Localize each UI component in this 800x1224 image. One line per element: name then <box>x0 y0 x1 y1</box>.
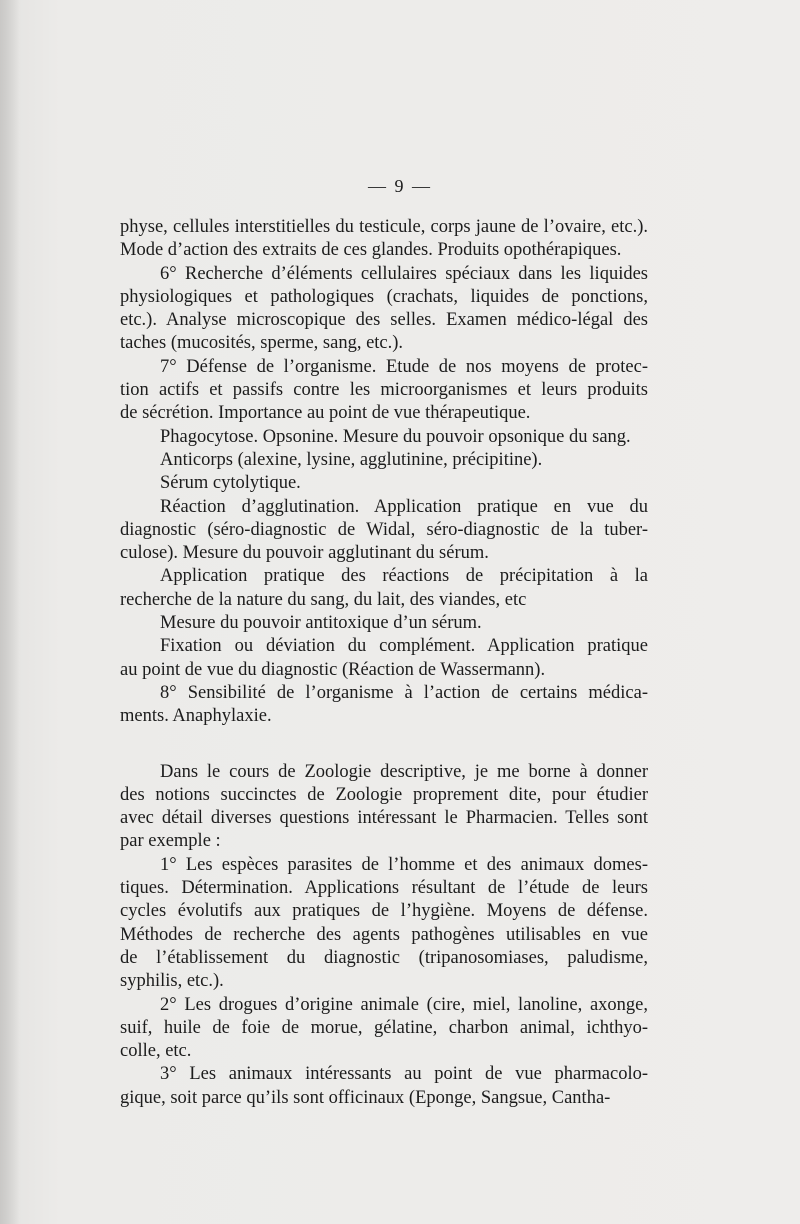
text-line: taches (mucosités, sperme, sang, etc.). <box>120 333 404 354</box>
text-line: Sérum cytolytique. <box>160 473 301 494</box>
text-line: Méthodes de recherche des agents pathogènes utilisables en vue <box>120 924 648 945</box>
text-line: diagnostic (séro-diagnostic de Widal, séro-diagnostic de la tuber- <box>120 519 648 540</box>
paragraph <box>120 994 648 1064</box>
text-line: des notions succinctes de Zoologie proprement dite, pour étudier <box>120 784 648 805</box>
paragraph <box>120 635 648 682</box>
text-line: tiques. Détermination. Applications résultant de l’étude de leurs <box>120 878 648 899</box>
paragraph <box>120 426 648 449</box>
text-line: colle, etc. <box>120 1041 192 1062</box>
text-line: etc.). Analyse microscopique des selles. Examen médico-légal des <box>120 310 648 331</box>
paragraph <box>120 1063 648 1110</box>
text-line: 3° Les animaux intéressants au point de vue pharmacolo- <box>160 1064 648 1085</box>
text-line: au point de vue du diagnostic (Réaction de Wassermann). <box>120 659 546 680</box>
text-line: Fixation ou déviation du complément. Application pratique <box>160 636 648 657</box>
text-line: Mode d’action des extraits de ces glandes. Produits opothérapiques. <box>120 240 622 261</box>
paragraph <box>120 761 648 854</box>
text-line: Phagocytose. Opsonine. Mesure du pouvoir opsonique du sang. <box>160 426 631 447</box>
text-line: gique, soit parce qu’ils sont officinaux (Eponge, Sangsue, Cantha- <box>120 1087 611 1108</box>
text-line: cycles évolutifs aux pratiques de l’hygiène. Moyens de défense. <box>120 901 648 922</box>
text-line: Dans le cours de Zoologie descriptive, je me borne à donner <box>160 761 648 782</box>
text-line: 6° Recherche d’éléments cellulaires spéciaux dans les liquides <box>160 263 648 284</box>
text-line: 7° Défense de l’organisme. Etude de nos moyens de protec- <box>160 356 648 377</box>
text-line: recherche de la nature du sang, du lait, des viandes, etc <box>120 589 527 610</box>
text-line: culose). Mesure du pouvoir agglutinant du sérum. <box>120 543 489 564</box>
text-line: 1° Les espèces parasites de l’homme et des animaux domes- <box>160 854 648 875</box>
text-line: suif, huile de foie de morue, gélatine, charbon animal, ichthyo- <box>120 1017 648 1038</box>
text-line: 2° Les drogues d’origine animale (cire, miel, lanoline, axonge, <box>160 994 648 1015</box>
text-line: Application pratique des réactions de précipitation à la <box>160 566 648 587</box>
paragraph <box>120 565 648 612</box>
text-line: par exemple : <box>120 831 221 852</box>
paragraph <box>120 263 648 356</box>
text-line: syphilis, etc.). <box>120 971 224 992</box>
page-number: — 9 — <box>368 176 432 196</box>
text-line: 8° Sensibilité de l’organisme à l’action de certains médica- <box>160 682 648 703</box>
text-line: tion actifs et passifs contre les microorganismes et leurs produits <box>120 380 648 401</box>
paragraph <box>120 356 648 426</box>
paragraph <box>120 216 648 263</box>
body-text <box>120 216 648 1110</box>
text-line: de l’établissement du diagnostic (tripanosomiases, paludisme, <box>120 947 648 968</box>
paragraph <box>120 472 648 495</box>
text-line: physiologiques et pathologiques (crachats, liquides de ponctions, <box>120 286 648 307</box>
text-line: ments. Anaphylaxie. <box>120 706 272 727</box>
text-line: avec détail diverses questions intéressant le Pharmacien. Telles sont <box>120 808 648 829</box>
paragraph <box>120 682 648 729</box>
section-gap <box>120 729 648 761</box>
paragraph <box>120 612 648 635</box>
text-line: Réaction d’agglutination. Application pratique en vue du <box>160 496 648 517</box>
paragraph <box>120 449 648 472</box>
text-line: physe, cellules interstitielles du testicule, corps jaune de l’ovaire, etc.). <box>120 217 648 237</box>
text-line: de sécrétion. Importance au point de vue thérapeutique. <box>120 403 531 424</box>
text-line: Anticorps (alexine, lysine, agglutinine, précipitine). <box>160 449 543 470</box>
paragraph <box>120 854 648 994</box>
text-line: Mesure du pouvoir antitoxique d’un sérum. <box>160 613 482 634</box>
paragraph <box>120 496 648 566</box>
